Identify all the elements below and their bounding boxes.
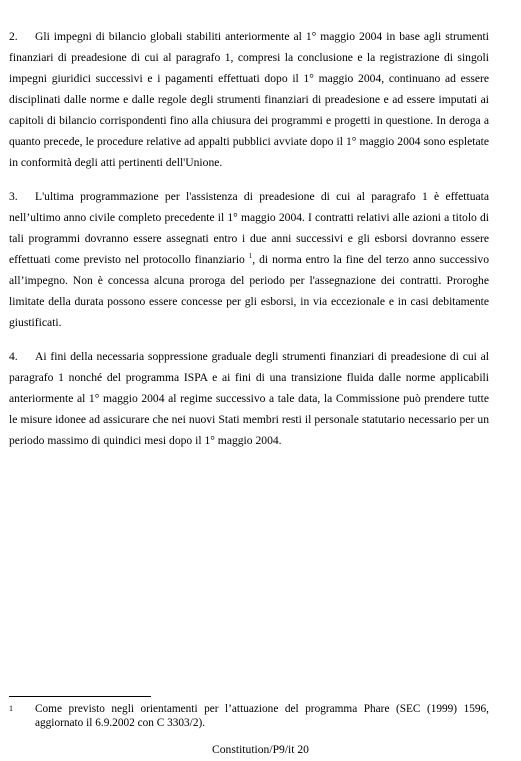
paragraph-3 [9,186,489,333]
footnote-separator [9,696,151,697]
page-footer: Constitution/P9/it 20 [212,743,309,756]
paragraph-text-part-1: L'ultima programmazione per l'assistenza di preadesione di cui al paragrafo 1 è effettuata nell’ultimo anno civile completo precedente il 1° maggio 2004. I contratti relativi alle azioni a titolo di tali programmi dovranno essere assegnati entro i due anni successivi e gli esborsi dovranno essere effettuati come previsto nel protocollo finanziario [9,190,489,266]
paragraph-number: 4. [9,350,18,363]
paragraph-text: Gli impegni di bilancio globali stabiliti anteriormente al 1° maggio 2004 in base agli strumenti finanziari di preadesione di cui al paragrafo 1, compresi la conclusione e la registrazione di singoli impegni giuridici successivi e i pagamenti effettuati dopo il 1° maggio 2004, continuano ad essere disciplinati dalle norme e dalle regole degli strumenti finanziari di preadesione e ad essere imputati ai capitoli di bilancio corrispondenti fino alla chiusura dei programmi e progetti in questione. In deroga a quanto precede, le procedure relative ad appalti pubblici avviate dopo il 1° maggio 2004 sono espletate in conformità degli atti pertinenti dell'Unione. [9,30,489,169]
paragraph-number: 3. [9,190,18,203]
footnote-reference[interactable]: 1 [248,252,253,261]
paragraph-text-part-2: , di norma entro la fine del terzo anno successivo all’impegno. Non è concessa alcuna proroga del periodo per l'assegnazione dei contratti. Proroghe limitate della durata possono essere concesse per gli esborsi, in via eccezionale e in casi debitamente giustificati. [9,253,489,329]
footnote [9,702,489,730]
paragraph-text: Ai fini della necessaria soppressione graduale degli strumenti finanziari di preadesione di cui al paragrafo 1 nonché del programma ISPA e ai fini di una transizione fluida dalle norme applicabili anteriormente al 1° maggio 2004 al regime successivo a tale data, la Commissione può prendere tutte le misure idonee ad assicurare che nei nuovi Stati membri resti il personale statutario necessario per un periodo massimo di quindici mesi dopo il 1° maggio 2004. [9,350,489,447]
paragraph-number: 2. [9,30,18,43]
footnote-mark: 1 [9,704,13,713]
footnote-text: Come previsto negli orientamenti per l’attuazione del programma Phare (SEC (1999) 1596, aggiornato il 6.9.2002 con C 3303/2). [35,703,489,729]
paragraph-2 [9,26,489,173]
paragraph-4 [9,346,489,451]
